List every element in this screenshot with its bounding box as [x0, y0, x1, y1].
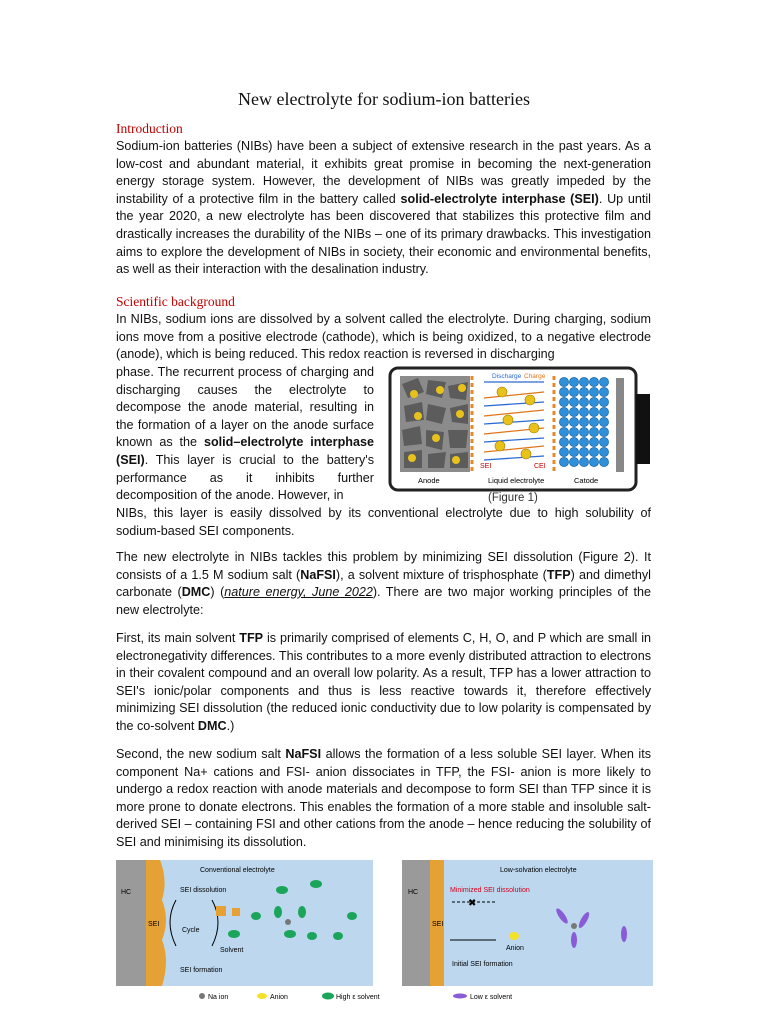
cathode-atom	[589, 437, 598, 446]
cathode-atom	[559, 417, 568, 426]
cathode-atom	[559, 447, 568, 456]
svg-text:✖: ✖	[468, 898, 477, 909]
cathode-atom	[599, 407, 608, 416]
figure1-caption: (Figure 1)	[488, 492, 538, 504]
hc-label-right: HC	[408, 889, 419, 896]
cathode-atom	[559, 377, 568, 386]
cathode-atom	[599, 377, 608, 386]
cathode-atom	[599, 387, 608, 396]
cathode-atom	[569, 447, 578, 456]
cathode-atom	[569, 397, 578, 406]
right-panel-title: Low-solvation electrolyte	[500, 867, 577, 874]
cathode-atom	[569, 387, 578, 396]
cathode-atom	[589, 417, 598, 426]
hc-label-left: HC	[121, 889, 132, 896]
charge-label: Charge	[524, 373, 546, 380]
cathode-atom	[579, 437, 588, 446]
initial-sei-label: Initial SEI formation	[452, 961, 513, 968]
anion-label: Anion	[506, 945, 524, 952]
cathode-atom	[579, 447, 588, 456]
cathode-atom	[579, 387, 588, 396]
cathode-atom	[589, 397, 598, 406]
cathode-atom	[559, 397, 568, 406]
background-paragraph-wrap: phase. The recurrent process of charging and discharging causes the electrolyte to decompose the anode material, resulting in the formation of a layer on the anode surface known as the solid–electrolyte interphase (SEI). This layer is crucial to the battery's performance as it inhibits further decomposition of the anode. However, in	[116, 365, 374, 503]
sei-label: SEI	[480, 463, 492, 470]
cathode-atom	[579, 407, 588, 416]
nafsi-paragraph: Second, the new sodium salt NaFSI allows the formation of a less soluble SEI layer. When its component Na+ cations and FSI- anion dissociates in TFP, the FSI- anion is more likely to undergo a redox reaction with anode materials and decompose to form SEI than TFP since it is more prone to donate electrons. This enables the formation of a more stable and insoluble salt-derived SEI – containing FSI and other cations from the anode – hence reducing the solubility of SEI and minimising its dissolution.	[116, 747, 651, 849]
cathode-atom	[599, 417, 608, 426]
cathode-atom	[559, 437, 568, 446]
cathode-atom	[559, 427, 568, 436]
cycle-label: Cycle	[182, 927, 200, 934]
legend-na: Na ion	[208, 994, 229, 1001]
cathode-atom	[579, 417, 588, 426]
discharge-label: Discharge	[492, 373, 522, 380]
cathode-atom	[579, 457, 588, 466]
legend-high-solvent: High ε solvent	[336, 994, 380, 1001]
cathode-atom	[569, 457, 578, 466]
anode-label: Anode	[418, 476, 440, 485]
cathode-atom	[559, 387, 568, 396]
background-paragraph-intro: In NIBs, sodium ions are dissolved by a solvent called the electrolyte. During charging, sodium ions move from a positive electrode (cathode), which is being oxidized, to a negative electrode (anode), which is being reduced. This redox reaction is reversed in discharging	[116, 312, 651, 362]
cei-label: CEI	[534, 463, 546, 470]
cathode-atom	[589, 427, 598, 436]
sei-comparison-figure	[116, 860, 653, 1006]
cathode-atom	[589, 447, 598, 456]
cathode-atom	[569, 417, 578, 426]
cathode-atom	[559, 407, 568, 416]
introduction-heading: Introduction	[116, 121, 183, 136]
battery-diagram	[384, 364, 654, 510]
citation-link: nature energy, June 2022	[224, 585, 373, 600]
minimized-dissolution-label: Minimized SEI dissolution	[450, 887, 530, 894]
sei-label-left: SEI	[148, 921, 160, 928]
cathode-atom	[589, 377, 598, 386]
cathode-atom	[569, 407, 578, 416]
introduction-paragraph: Sodium-ion batteries (NIBs) have been a subject of extensive research in the past years. As a low-cost and abundant material, it exhibits great promise in becoming the next-generation energy storage system. However, the development of NIBs was greatly impeded by the instability of a protective film in the battery called solid-electrolyte interphase (SEI). Up until the year 2020, a new electrolyte has been discovered that stabilizes this protective film and drastically increases the durability of the NIBs – one of its primary drawbacks. This investigation aims to explore the development of NIBs in society, their economic and environmental benefits, as well as their interaction with the desalination industry.	[116, 139, 651, 277]
sei-label-right: SEI	[432, 921, 444, 928]
background-paragraph-after: NIBs, this layer is easily dissolved by its conventional electrolyte due to high solubility of sodium-based SEI components.	[116, 506, 651, 538]
electrolyte-paragraph: The new electrolyte in NIBs tackles this problem by minimizing SEI dissolution (Figure 2). It consists of a 1.5 M sodium salt (NaFSI), a solvent mixture of trisphosphate (TFP) and dimethyl carbonate (DMC) (nature energy, June 2022). There are two major working principles of the new electrolyte:	[116, 550, 651, 617]
tfp-paragraph: First, its main solvent TFP is primarily comprised of elements C, H, O, and P which are small in electronegativity differences. This contributes to a more evenly distributed attraction to electrons in their covalent compound and an overall low polarity. As a result, TFP has a lower attraction to SEI's ionic/polar components and thus is less reactive towards it, therefore effectively minimizing SEI dissolution (the reduced ionic conductivity due to low polarity is compensated by the co-solvent DMC.)	[116, 631, 652, 733]
sei-formation-label: SEI formation	[180, 967, 223, 974]
cathode-atom	[599, 397, 608, 406]
cathode-atom	[569, 427, 578, 436]
sei-dissolution-label: SEI dissolution	[180, 887, 227, 894]
cathode-atom	[599, 457, 608, 466]
background-heading: Scientific background	[116, 294, 235, 309]
cathode-atom	[559, 457, 568, 466]
cathode-atom	[569, 437, 578, 446]
legend-anion: Anion	[270, 994, 288, 1001]
cathode-atom	[599, 427, 608, 436]
cathode-atom	[599, 437, 608, 446]
cathode-label: Catode	[574, 476, 599, 485]
cathode-atom	[599, 447, 608, 456]
cathode-atom	[569, 377, 578, 386]
legend-low-solvent: Low ε solvent	[470, 994, 513, 1001]
cathode-atom	[579, 377, 588, 386]
electrolyte-label: Liquid electrolyte	[488, 476, 545, 485]
cathode-atom	[589, 457, 598, 466]
cathode-atom	[579, 427, 588, 436]
cathode-atom	[589, 407, 598, 416]
cathode-atom	[579, 397, 588, 406]
left-panel-title: Conventional electrolyte	[200, 867, 275, 874]
solvent-label: Solvent	[220, 947, 244, 954]
cathode-atom	[589, 387, 598, 396]
page-title: New electrolyte for sodium-ion batteries	[238, 89, 530, 109]
